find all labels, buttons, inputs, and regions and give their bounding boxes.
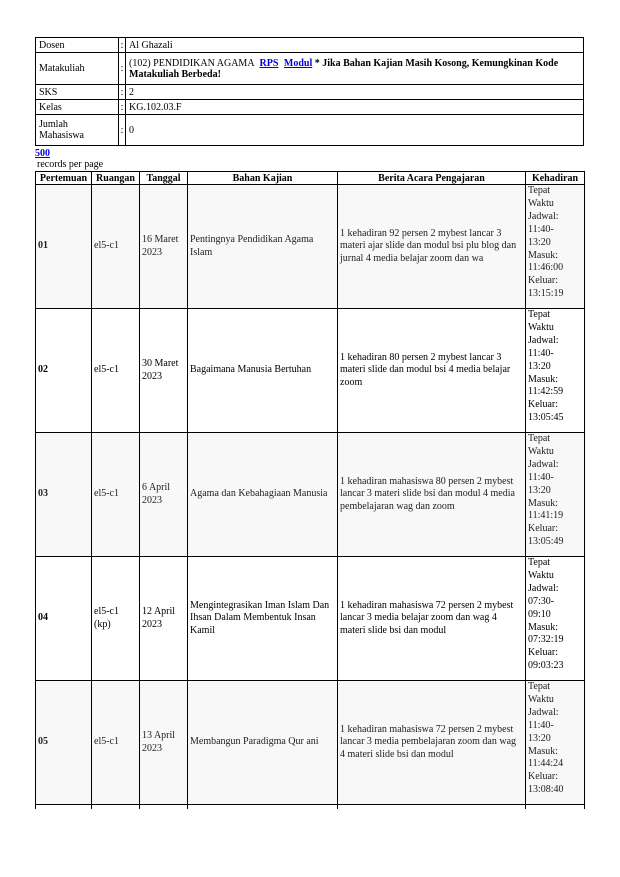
table-row — [36, 557, 585, 681]
meeting-attendance — [526, 681, 585, 805]
meeting-topic: Mengintegrasikan Iman Islam Dan Ihsan Dalam Membentuk Insan Kamil — [188, 557, 338, 681]
header-pertemuan: Pertemuan — [36, 172, 92, 185]
matakuliah-separator: : — [119, 53, 126, 85]
kelas-value: KG.102.03.F — [126, 100, 584, 115]
continued-cell — [188, 805, 338, 810]
modul-link[interactable]: Modul — [283, 57, 313, 69]
meeting-date: 6 April 2023 — [140, 433, 188, 557]
attendance-line: Keluar: — [528, 771, 558, 783]
meeting-room: el5-c1 — [92, 433, 140, 557]
continued-cell — [36, 805, 92, 810]
kelas-separator: : — [119, 100, 126, 115]
attendance-line: 11:40- — [528, 223, 554, 235]
attendance-line: Jadwal: — [528, 458, 559, 470]
header-ruangan: Ruangan — [92, 172, 140, 185]
meetings-header-row — [36, 172, 585, 185]
course-notice: * Jika Bahan Kajian Masih Kosong, Kemungkinan Kode Matakuliah Berbeda! — [129, 57, 559, 80]
meeting-date: 13 April 2023 — [140, 681, 188, 805]
meeting-report: 1 kehadiran 92 persen 2 mybest lancar 3 materi ajar slide dan modul bsi plu blog dan jurnal 4 media belajar zoom dan wa — [338, 185, 526, 309]
attendance-line: 13:20 — [528, 236, 551, 248]
kelas-label: Kelas — [36, 100, 119, 115]
attendance-line: 09:03:23 — [528, 660, 564, 672]
meeting-room: el5-c1 — [92, 309, 140, 433]
page — [35, 37, 584, 809]
attendance-line: Keluar: — [528, 647, 558, 659]
attendance-line: 07:32:19 — [528, 634, 564, 646]
info-row-jumlah — [36, 115, 584, 146]
table-row-continued — [36, 805, 585, 810]
meeting-number: 01 — [36, 185, 92, 309]
attendance-line: Masuk: — [528, 621, 558, 633]
sks-value: 2 — [126, 85, 584, 100]
jumlah-label: Jumlah Mahasiswa — [36, 115, 119, 146]
info-row-kelas — [36, 100, 584, 115]
jumlah-value: 0 — [126, 115, 584, 146]
table-row — [36, 681, 585, 805]
meeting-attendance — [526, 433, 585, 557]
info-row-dosen — [36, 38, 584, 53]
attendance-line: Waktu — [528, 321, 554, 333]
meeting-report: 1 kehadiran mahasiswa 72 persen 2 mybest lancar 3 media belajar zoom dan wag 4 materi slide bsi dan modul — [338, 557, 526, 681]
meeting-date: 30 Maret 2023 — [140, 309, 188, 433]
info-row-sks — [36, 85, 584, 100]
meetings-body — [36, 185, 585, 810]
attendance-line: 11:40- — [528, 347, 554, 359]
records-count-link[interactable]: 500 — [35, 148, 50, 159]
meeting-number: 03 — [36, 433, 92, 557]
course-info-table — [35, 37, 584, 146]
continued-cell — [140, 805, 188, 810]
attendance-line: 13:05:49 — [528, 536, 564, 548]
attendance-line: 13:20 — [528, 484, 551, 496]
meeting-attendance — [526, 557, 585, 681]
attendance-line: Waktu — [528, 693, 554, 705]
continued-cell — [526, 805, 585, 810]
info-row-matakuliah — [36, 53, 584, 85]
meeting-attendance — [526, 309, 585, 433]
attendance-line: 11:40- — [528, 719, 554, 731]
dosen-separator: : — [119, 38, 126, 53]
attendance-line: 11:46:00 — [528, 262, 564, 274]
attendance-line: 13:05:45 — [528, 412, 564, 424]
attendance-line: 13:20 — [528, 360, 551, 372]
attendance-line: Tepat — [528, 185, 551, 196]
matakuliah-value — [126, 53, 584, 85]
meeting-report: 1 kehadiran 80 persen 2 mybest lancar 3 materi slide dan modul bsi 4 media belajar zoom — [338, 309, 526, 433]
attendance-line: Masuk: — [528, 249, 558, 261]
continued-cell — [338, 805, 526, 810]
attendance-line: Jadwal: — [528, 210, 559, 222]
meeting-attendance — [526, 185, 585, 309]
meeting-date: 16 Maret 2023 — [140, 185, 188, 309]
header-kehadiran: Kehadiran — [526, 172, 585, 185]
attendance-line: Jadwal: — [528, 334, 559, 346]
meeting-report: 1 kehadiran mahasiswa 72 persen 2 mybest lancar 3 media pembelajaran zoom dan wag 4 materi slide bsi dan modul — [338, 681, 526, 805]
attendance-line: 11:42:59 — [528, 386, 564, 398]
meeting-number: 02 — [36, 309, 92, 433]
attendance-line: 13:08:40 — [528, 784, 564, 796]
dosen-value: Al Ghazali — [126, 38, 584, 53]
attendance-line: Keluar: — [528, 523, 558, 535]
header-berita-acara: Berita Acara Pengajaran — [338, 172, 526, 185]
attendance-line: Tepat — [528, 681, 551, 692]
header-bahan-kajian: Bahan Kajian — [188, 172, 338, 185]
attendance-line: Keluar: — [528, 275, 558, 287]
attendance-line: Masuk: — [528, 373, 558, 385]
attendance-line: Tepat — [528, 309, 551, 320]
meetings-table — [35, 171, 585, 809]
continued-cell — [92, 805, 140, 810]
attendance-line: Waktu — [528, 197, 554, 209]
meeting-topic: Membangun Paradigma Qur ani — [188, 681, 338, 805]
attendance-line: 07:30- — [528, 595, 555, 607]
records-per-page-label: records per page — [37, 159, 104, 170]
attendance-line: Masuk: — [528, 497, 558, 509]
attendance-line: 11:44:24 — [528, 758, 564, 770]
rps-link[interactable]: RPS — [259, 57, 279, 69]
attendance-line: 13:20 — [528, 732, 551, 744]
meeting-report: 1 kehadiran mahasiswa 80 persen 2 mybest lancar 3 materi slide bsi dan modul 4 media pembelajaran wag dan zoom — [338, 433, 526, 557]
attendance-line: Waktu — [528, 569, 554, 581]
meeting-topic: Agama dan Kebahagiaan Manusia — [188, 433, 338, 557]
attendance-line: Waktu — [528, 445, 554, 457]
meeting-room: el5-c1 (kp) — [92, 557, 140, 681]
meeting-number: 05 — [36, 681, 92, 805]
matakuliah-label: Matakuliah — [36, 53, 119, 85]
meeting-topic: Bagaimana Manusia Bertuhan — [188, 309, 338, 433]
attendance-line: Keluar: — [528, 399, 558, 411]
attendance-line: 09:10 — [528, 608, 551, 620]
meeting-room: el5-c1 — [92, 185, 140, 309]
attendance-line: 13:15:19 — [528, 288, 564, 300]
sks-separator: : — [119, 85, 126, 100]
course-code-name: (102) PENDIDIKAN AGAMA — [129, 57, 254, 69]
dosen-label: Dosen — [36, 38, 119, 53]
attendance-line: Tepat — [528, 433, 551, 444]
attendance-line: Jadwal: — [528, 582, 559, 594]
meeting-date: 12 April 2023 — [140, 557, 188, 681]
attendance-line: Jadwal: — [528, 706, 559, 718]
records-pager — [35, 148, 584, 170]
meeting-topic: Pentingnya Pendidikan Agama Islam — [188, 185, 338, 309]
header-tanggal: Tanggal — [140, 172, 188, 185]
attendance-line: 11:41:19 — [528, 510, 564, 522]
jumlah-separator: : — [119, 115, 126, 146]
table-row — [36, 185, 585, 309]
sks-label: SKS — [36, 85, 119, 100]
table-row — [36, 433, 585, 557]
attendance-line: Masuk: — [528, 745, 558, 757]
meeting-number: 04 — [36, 557, 92, 681]
table-row — [36, 309, 585, 433]
attendance-line: 11:40- — [528, 471, 554, 483]
attendance-line: Tepat — [528, 557, 551, 568]
meeting-room: el5-c1 — [92, 681, 140, 805]
